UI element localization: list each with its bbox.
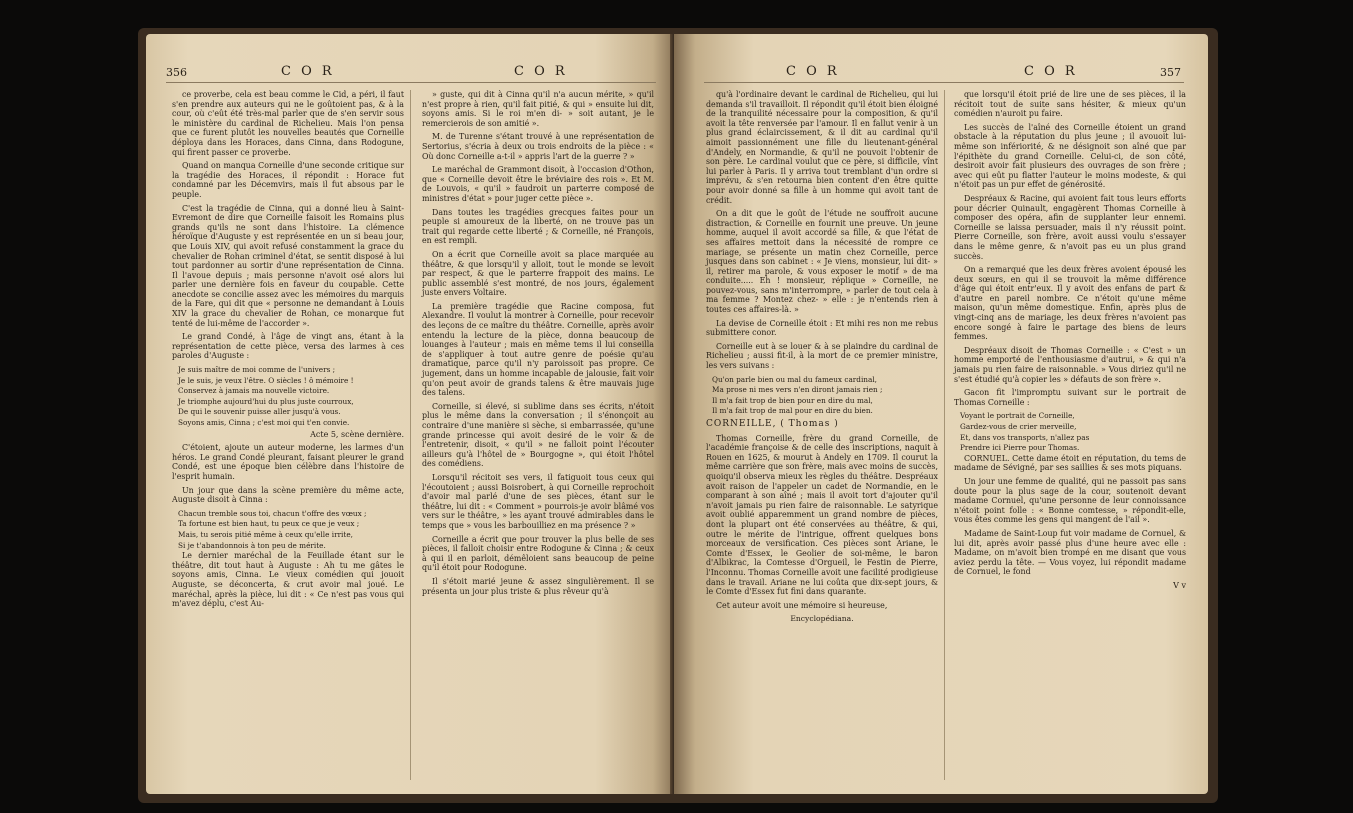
text-paragraph: Corneille a écrit que pour trouver la plus belle de ses pièces, il falloit choisir entre Rodogune & Cinna ; & ceux à qui il en parloit, démêloient sans beaucoup de peine qu'il étoit pour Rodogune. <box>422 534 654 573</box>
right-column-1 <box>706 90 938 628</box>
text-paragraph: Corneille, si élevé, si sublime dans ses écrits, n'étoit plus le même dans la conversation ; il s'énonçoit au contraire d'une manière si sèche, si embarrassée, qu'une grande princesse qui avoit desiré de le voir & de l'entretenir, disoit, « qu'il » ne falloit point l'écouter ailleurs qu'à l'hôtel de » Bourgogne », qui étoit l'hôtel des comédiens. <box>422 401 654 469</box>
text-paragraph: V v <box>1173 580 1186 590</box>
right-page-number: 357 <box>1160 66 1181 79</box>
text-paragraph: Je le suis, je veux l'être. O siècles ! ô mémoire ! <box>178 375 354 385</box>
right-column-divider <box>944 90 945 780</box>
left-column-2 <box>422 90 654 600</box>
text-paragraph: Ta fortune est bien haut, tu peux ce que je veux ; <box>178 519 360 529</box>
text-paragraph: Cet auteur avoit une mémoire si heureuse, <box>716 600 888 610</box>
text-paragraph: Voyant le portrait de Corneille, <box>960 411 1075 421</box>
text-paragraph: Corneille eut à se louer & à se plaindre du cardinal de Richelieu ; aussi fit-il, à la mort de ce premier ministre, les vers suivans : <box>706 341 938 371</box>
text-paragraph: La première tragédie que Racine composa, fut Alexandre. Il voulut la montrer à Corneille, pour recevoir des leçons de ce maître du théâtre. Corneille, après avoir entendu la lecture de la pièce, donna beaucoup de louanges à l'auteur ; mais en même tems il lui conseilla de s'appliquer à tout autre genre de poésie qu'au dramatique, parce qu'il n'y paroissoit pas propre. Ce jugement, dans un homme incapable de jalousie, fait voir qu'on peut avoir de grands talens & être mauvais juge des talens. <box>422 301 654 398</box>
text-paragraph: Le dernier maréchal de la Feuillade étant sur le théâtre, dit tout haut à Auguste : Ah tu me gâtes le soyons amis, Cinna. Le vieux comédien qui jouoit Auguste, se déconcerta, & crut avoir mal joué. Le maréchal, après la pièce, lui dit : « Ce n'est pas vous qui m'avez déplu, c'est Au- <box>172 551 404 609</box>
text-paragraph: Despréaux & Racine, qui avoient fait tous leurs efforts pour décrier Quinault, engagèrent Thomas Corneille à composer des opéra, afin de supplanter leur ennemi. Corneille se laissa persuader, mais il n'y réussit point. Pierre Corneille, son frère, avoit aussi voulu s'essayer dans le même genre, & n'avoit pas eu un plus grand succès. <box>954 193 1186 261</box>
text-paragraph: Encyclopédiana. <box>790 614 854 624</box>
text-paragraph: De qui le souvenir puisse aller jusqu'à vous. <box>178 407 341 417</box>
right-running-header <box>674 64 1208 82</box>
text-paragraph: Ma prose ni mes vers n'en diront jamais rien ; <box>712 385 883 395</box>
text-paragraph: M. de Turenne s'étant trouvé à une représentation de Sertorius, s'écria à deux ou trois endroits de la pièce : « Où donc Corneille a-t-il » appris l'art de la guerre ? » <box>422 132 654 161</box>
right-page <box>674 34 1208 794</box>
text-paragraph: On a remarqué que les deux frères avoient épousé les deux sœurs, en qui il se trouvoit la même différence d'âge qui étoit entr'eux. Il y avoit des enfans de part & d'autre en pareil nombre. Ce n'étoit qu'une même maison, qu'un même domestique. Enfin, après plus de vingt-cinq ans de mariage, les deux frères n'avoient pas encore songé à faire le partage des biens de leurs femmes. <box>954 265 1186 342</box>
left-header-col1: C O R <box>281 64 335 79</box>
left-page <box>146 34 674 794</box>
left-column-1 <box>172 90 404 613</box>
text-paragraph: C'étoient, ajoute un auteur moderne, les larmes d'un héros. Le grand Condé pleurant, faisant pleurer le grand Condé, est une époque bien célèbre dans l'histoire de l'esprit humain. <box>172 443 404 481</box>
text-paragraph: Un jour que dans la scène première du même acte, Auguste disoit à Cinna : <box>172 485 404 505</box>
text-paragraph: Je suis maître de moi comme de l'univers ; <box>178 365 336 375</box>
book <box>138 28 1218 803</box>
left-page-number: 356 <box>166 66 187 79</box>
text-paragraph: Conservez à jamais ma nouvelle victoire. <box>178 386 330 396</box>
text-paragraph: Il m'a fait trop de mal pour en dire du bien. <box>712 406 873 416</box>
text-paragraph: Le maréchal de Grammont disoit, à l'occasion d'Othon, que « Corneille devoit être le bréviaire des rois ». Et M. de Louvois, « qu'il » faudroit un parterre composé de ministres d'état » pour juger cette pièce ». <box>422 165 654 203</box>
text-paragraph: Gacon fit l'impromptu suivant sur le portrait de Thomas Corneille : <box>954 388 1186 407</box>
text-paragraph: Si je t'abandonnois à ton peu de mérite. <box>178 540 326 550</box>
text-paragraph: Les succès de l'aîné des Corneille étoient un grand obstacle à la réputation du plus jeune ; il avouoit lui-même son infériorité, & ne désignoit son aîné que par l'épithète du grand Corneille. Celui-ci, de son côté, desiroit avoir fait plusieurs des ouvrages de son frère ; avec qui eût pu flatter l'auteur le moins modeste, & qui n'étoit pas un pur effet de générosité. <box>954 122 1186 190</box>
text-paragraph: que lorsqu'il étoit prié de lire une de ses pièces, il la récitoit tout de suite sans hésiter, & mieux qu'un comédien n'auroit pu faire. <box>954 90 1186 119</box>
text-paragraph: CORNUEL. Cette dame étoit en réputation, du tems de madame de Sévigné, par ses saillies & ses mots piquans. <box>954 453 1186 473</box>
text-paragraph: Acte 5, scène dernière. <box>310 429 404 439</box>
right-header-col1: C O R <box>786 64 840 79</box>
left-running-header <box>146 64 674 82</box>
text-paragraph: Et, dans vos transports, n'allez pas <box>960 432 1090 442</box>
right-column-2 <box>954 90 1186 595</box>
right-header-rule <box>704 82 1184 83</box>
text-paragraph: Qu'on parle bien ou mal du fameux cardinal, <box>712 374 878 384</box>
text-paragraph: Madame de Saint-Loup fut voir madame de Cornuel, & lui dit, après avoir passé plus d'une heure avec elle : Madame, on m'avoit bien trompé en me disant que vous aviez perdu la tête. — Vous voyez, lui répondit madame de Cornuel, le fond <box>954 528 1186 577</box>
right-header-col2: C O R <box>1024 64 1078 79</box>
text-paragraph: » guste, qui dit à Cinna qu'il n'a aucun mérite, » qu'il n'est propre à rien, qu'il fait pitié, & qui » ensuite lui dit, soyons amis. Si le roi m'en di- » soit autant, je le remercierois de son amitié ». <box>422 90 654 128</box>
text-paragraph: Le grand Condé, à l'âge de vingt ans, étant à la représentation de cette pièce, versa des larmes à ces paroles d'Auguste : <box>172 332 404 361</box>
text-paragraph: Lorsqu'il récitoit ses vers, il fatiguoit tous ceux qui l'écoutoient ; aussi Boisrobert, à qui Corneille reprochoit d'avoir mal parlé d'une de ses pièces, étant sur le théâtre, lui dit : « Comment » pourrois-je avoir blâmé vos vers sur le théâtre, » les ayant trouvé admirables dans le temps que » vous les barbouilliez en ma présence ? » <box>422 472 654 530</box>
text-paragraph: Soyons amis, Cinna ; c'est moi qui t'en convie. <box>178 418 350 427</box>
text-paragraph: Despréaux disoit de Thomas Corneille : « C'est » un homme emporté de l'enthousiasme d'autrui, » & qui n'a jamais pu rien faire de raisonnable. » Vous diriez qu'il ne s'est étudié qu'à copier les » défauts de son frère ». <box>954 345 1186 384</box>
text-paragraph: Quand on manqua Corneille d'une seconde critique sur la tragédie des Horaces, il répondit : Horace fut condamné par les Décemvirs, mais il fut absous par le peuple. <box>172 161 404 199</box>
text-paragraph: qu'à l'ordinaire devant le cardinal de Richelieu, qui lui demanda s'il travailloit. Il répondit qu'il étoit bien éloigné de la tranquilité nécessaire pour la composition, & qu'il avoit la tête renversée par l'amour. Il en fallut venir à un plus grand éclaircissement, & il dit au cardinal qu'il aimoit passionnément une fille du lieutenant-général d'Andely, en Normandie, & qu'il ne pouvoit l'obtenir de son père. Le cardinal voulut que ce père, si difficile, vînt lui parler à Paris. Il y arriva tout tremblant d'un ordre si imprévu, & s'en retourna bien content d'en être quitte pour avoir donné sa fille à un homme qui avoit tant de crédit. <box>706 90 938 205</box>
text-paragraph: Gardez-vous de crier merveille, <box>960 422 1077 431</box>
text-paragraph: Il s'étoit marié jeune & assez singulièrement. Il se présenta un jour plus triste & plus rêveur qu'à <box>422 576 654 596</box>
text-paragraph: Il m'a fait trop de bien pour en dire du mal, <box>712 395 873 405</box>
text-paragraph: On a écrit que Corneille avoit sa place marquée au théâtre, & que lorsqu'il y alloit, tout le monde se levoit par respect, & que le parterre frappoit des mains. Le public assemblé s'est montré, de nos jours, également juste envers Voltaire. <box>422 249 654 298</box>
text-paragraph: Dans toutes les tragédies grecques faites pour un peuple si amoureux de la liberté, on ne trouve pas un trait qui regarde cette liberté ; & Corneille, né François, en est rempli. <box>422 207 654 246</box>
text-paragraph: C'est la tragédie de Cinna, qui a donné lieu à Saint-Evremont de dire que Corneille faisoit les Romains plus grands qu'ils ne sont dans l'histoire. La clémence héroïque d'Auguste y est représentée en un si beau jour, que Louis XIV, qui avoit refusé constamment la grace du chevalier de Rohan criminel d'état, se sentit disposé à lui tout pardonner au sortir d'une représentation de Cinna. Il l'avoue depuis ; mais personne n'avoit osé alors lui parler une dernière fois en faveur du coupable. Cette anecdote se concilie assez avec les mémoires du marquis de la Fare, qui dit que « personne ne demandant à Louis XIV la grace du chevalier de Rohan, ce monarque fut tenté de lui-même de l'accorder ». <box>172 203 404 328</box>
text-paragraph: ce proverbe, cela est beau comme le Cid, a péri, il faut s'en prendre aux auteurs qui ne le goûtoient pas, & à la cour, où c'eût été très-mal parler que de s'en servir sous le ministère du cardinal de Richelieu. Mais l'on pensa que ce furent plutôt les nouvelles beautés que Corneille déploya dans les Horaces, dans Cinna, dans Rodogune, qui firent passer ce proverbe. <box>172 90 404 157</box>
text-paragraph: Prendre ici Pierre pour Thomas. <box>960 443 1080 453</box>
text-paragraph: CORNEILLE, ( Thomas ) <box>706 419 839 429</box>
text-paragraph: La devise de Corneille étoit : Et mihi res non me rebus submittere conor. <box>706 318 938 338</box>
text-paragraph: Je triomphe aujourd'hui du plus juste courroux, <box>178 396 354 406</box>
left-header-rule <box>166 82 656 83</box>
left-header-col2: C O R <box>514 64 568 79</box>
text-paragraph: Thomas Corneille, frère du grand Corneille, de l'académie françoise & de celle des inscriptions, naquit à Rouen en 1625, & mourut à Andely en 1709. Il courut la même carrière que son frère, mais avec moins de succès, quoiqu'il observa mieux les règles du théâtre. Despréaux avoit raison de l'appeler un cadet de Normandie, en le comparant à son aîné ; mais il avoit tort d'ajouter qu'il n'avoit jamais pu rien faire de raisonnable. Le satyrique avoit oublié apparemment un grand nombre de pièces, dont la plupart ont été conservées au théâtre, & qui, outre le mérite de l'intrigue, offrent quelques bons morceaux de versification. Ces pièces sont Ariane, le Comte d'Essex, le Geolier de soi-même, le baron d'Albikrac, la Comtesse d'Orgueil, le Festin de Pierre, l'Inconnu. Thomas Corneille avoit une facilité prodigieuse dans le travail. Ariane ne lui coûta que dix-sept jours, & le Comte d'Essex fut fini dans quarante. <box>706 433 938 597</box>
left-column-divider <box>410 90 411 780</box>
text-paragraph: Chacun tremble sous toi, chacun t'offre des vœux ; <box>178 508 367 518</box>
text-paragraph: Mais, tu serois pitié même à ceux qu'elle irrite, <box>178 529 353 539</box>
text-paragraph: Un jour une femme de qualité, qui ne passoit pas sans doute pour la plus sage de la cour, soutenoit devant madame Cornuel, qu'une personne de leur connoissance n'étoit point folle : « Bonne comtesse, » répondit-elle, vous êtes comme les gens qui mangent de l'ail ». <box>954 476 1186 525</box>
text-paragraph: On a dit que le goût de l'étude ne souffroit aucune distraction, & Corneille en fournit une preuve. Un jeune homme, auquel il avoit accordé sa fille, & que l'état de ses affaires mettoit dans la nécessité de rompre ce mariage, se présente un matin chez Corneille, perce jusques dans son cabinet : « Je viens, monsieur, lui dit- » il, retirer ma parole, & vous exposer le motif » de ma conduite..... Eh ! monsieur, réplique » Corneille, ne pouvez-vous, sans m'interrompre, » parler de tout cela à ma femme ? Montez chez- » elle : je n'entends rien à toutes ces affaires-là. » <box>706 209 938 315</box>
